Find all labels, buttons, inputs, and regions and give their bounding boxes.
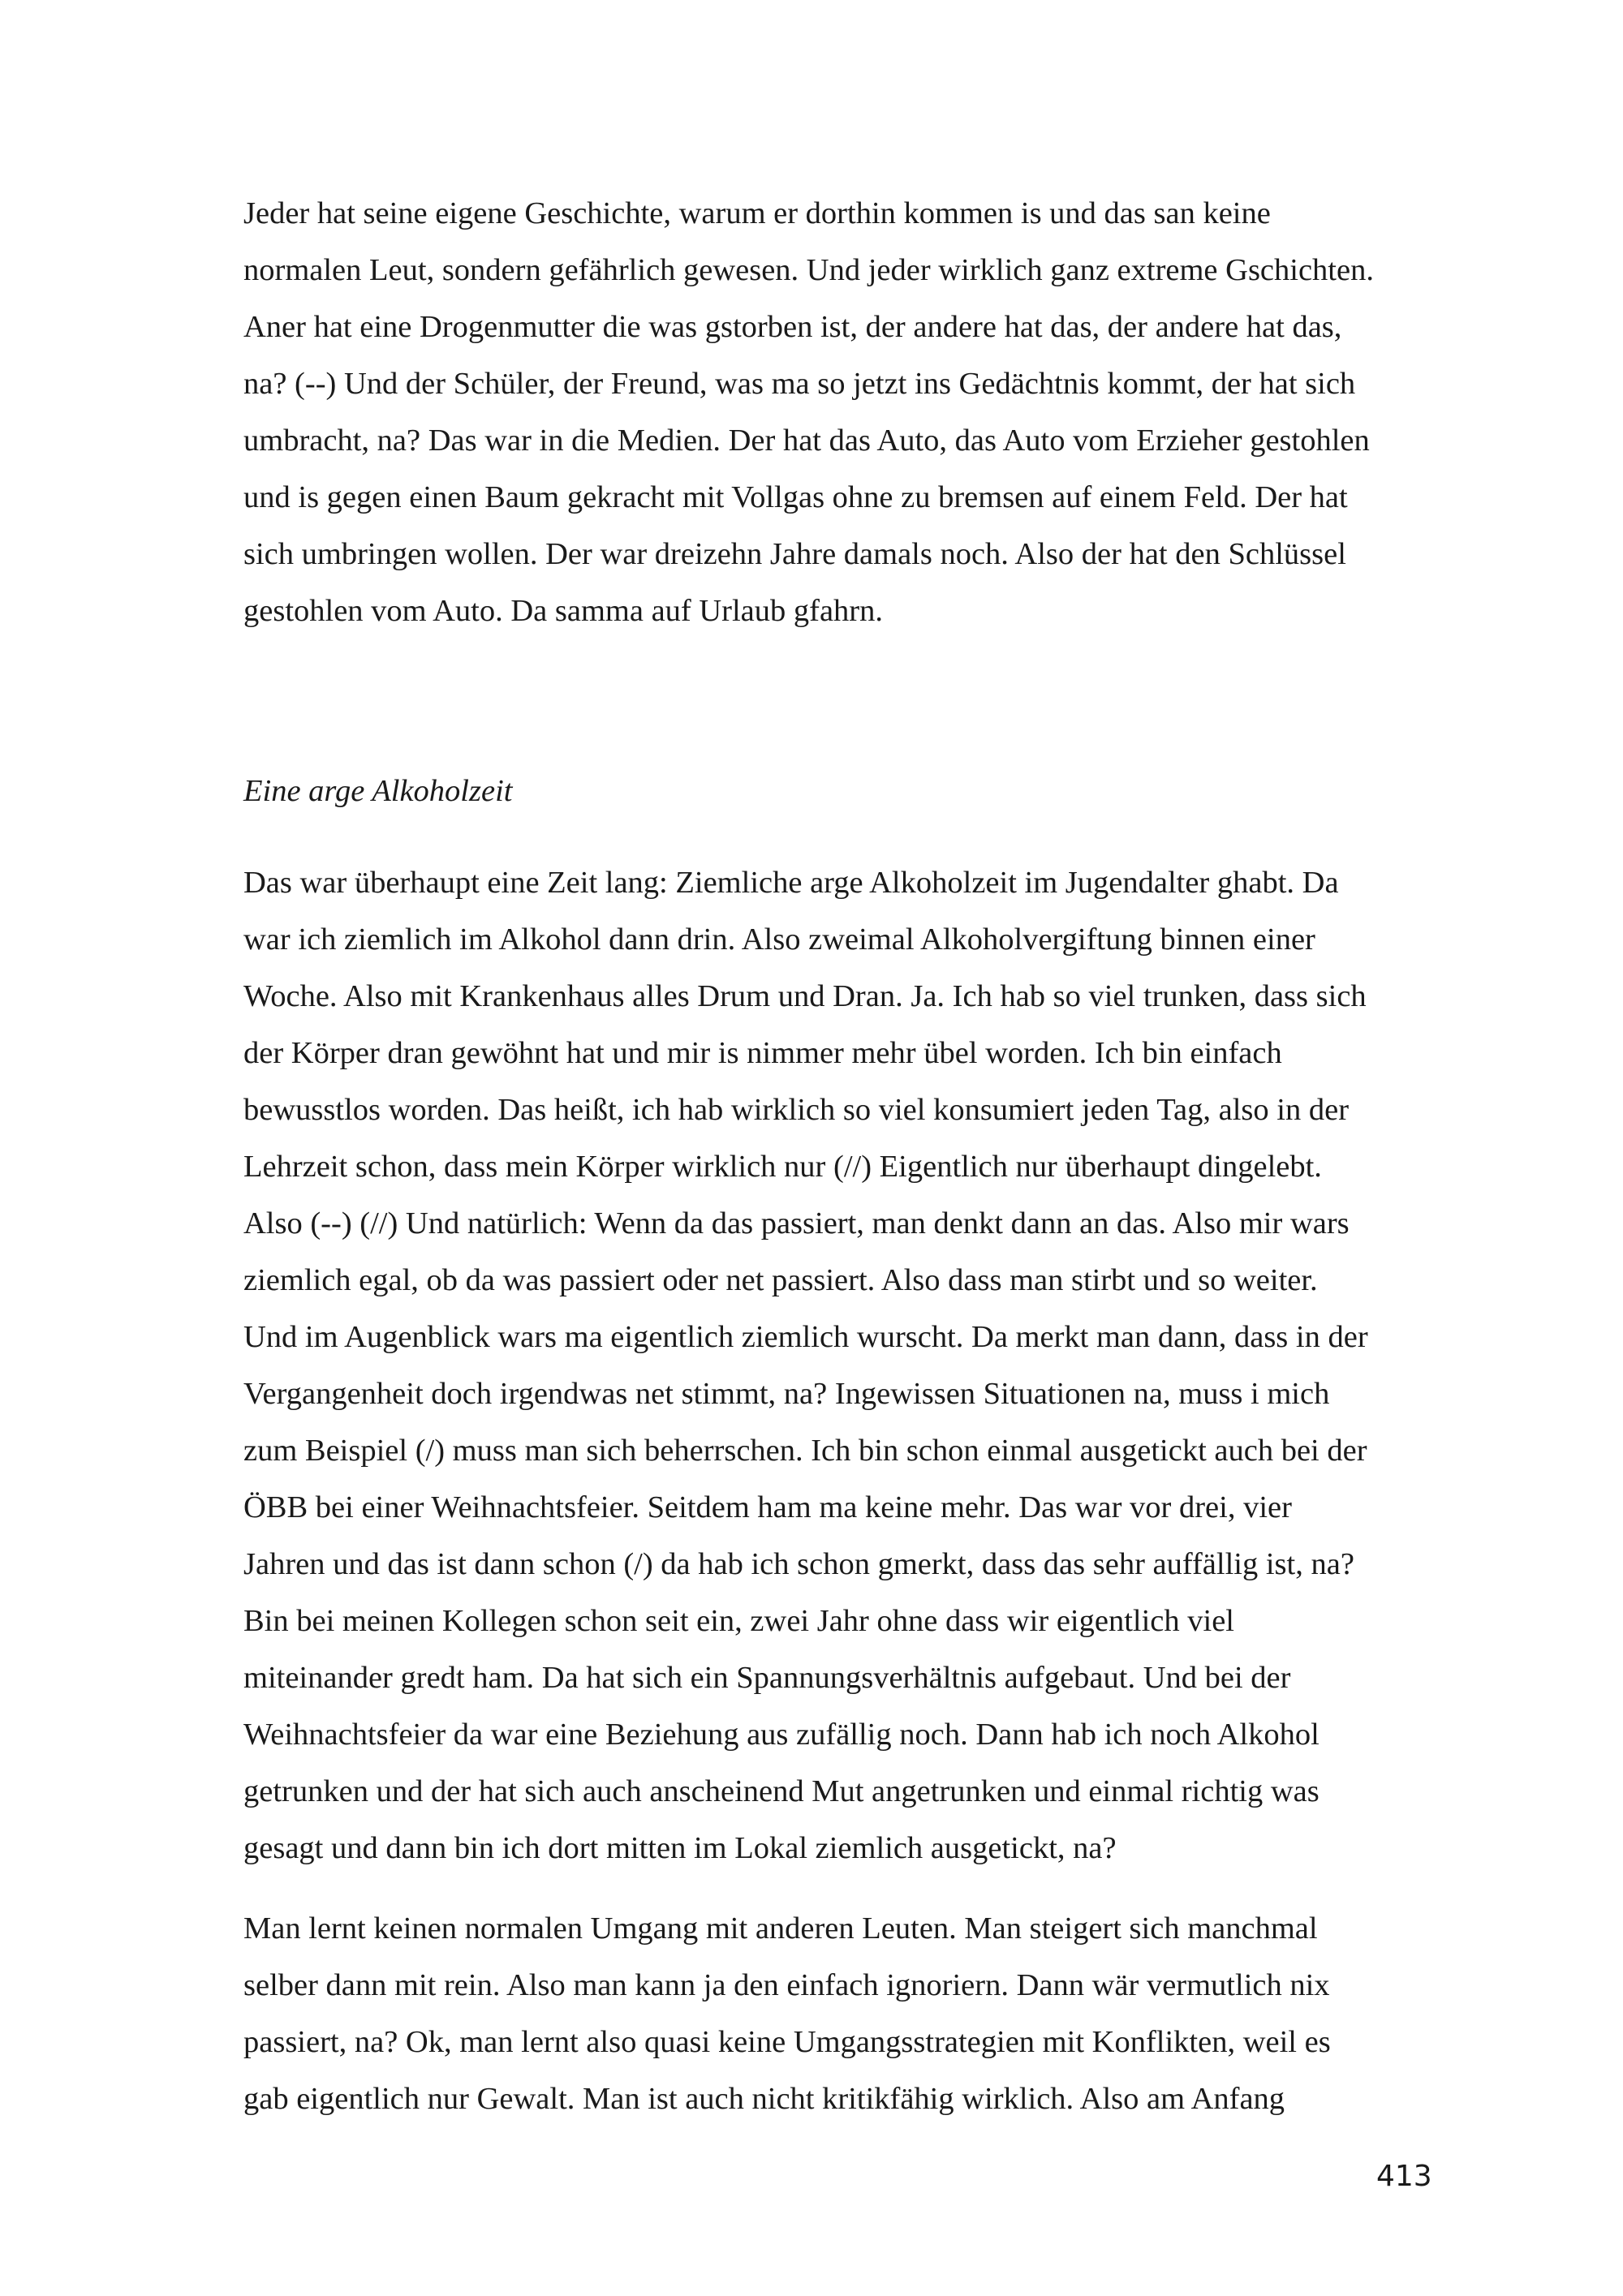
text-line: Vergangenheit doch irgendwas net stimmt, na? Ingewissen Situationen na, muss i mich — [243, 1377, 1330, 1411]
paragraph-1 — [243, 185, 1436, 639]
text-line: miteinander gredt ham. Da hat sich ein Spannungsverhältnis aufgebaut. Und bei der — [243, 1661, 1291, 1695]
text-line: gesagt und dann bin ich dort mitten im Lokal ziemlich ausgetickt, na? — [243, 1831, 1117, 1865]
text-line: Aner hat eine Drogenmutter die was gstorben ist, der andere hat das, der andere hat das, — [243, 310, 1342, 344]
text-line: Lehrzeit schon, dass mein Körper wirklich nur (//) Eigentlich nur überhaupt dingelebt. — [243, 1150, 1322, 1184]
text-line: umbracht, na? Das war in die Medien. Der hat das Auto, das Auto vom Erzieher gestohlen — [243, 424, 1370, 458]
text-line: sich umbringen wollen. Der war dreizehn Jahre damals noch. Also der hat den Schlüssel — [243, 537, 1346, 571]
text-line: Und im Augenblick wars ma eigentlich ziemlich wurscht. Da merkt man dann, dass in der — [243, 1320, 1368, 1354]
paragraph-3 — [243, 1900, 1436, 2127]
section-heading: Eine arge Alkoholzeit — [243, 774, 513, 808]
text-line: Bin bei meinen Kollegen schon seit ein, zwei Jahr ohne dass wir eigentlich viel — [243, 1604, 1234, 1638]
text-line: Das war überhaupt eine Zeit lang: Ziemliche arge Alkoholzeit im Jugendalter ghabt. Da — [243, 866, 1339, 900]
page-number: 413 — [1376, 2160, 1432, 2193]
text-line: bewusstlos worden. Das heißt, ich hab wirklich so viel konsumiert jeden Tag, also in der — [243, 1093, 1350, 1127]
text-line: normalen Leut, sondern gefährlich gewesen. Und jeder wirklich ganz extreme Gschichten. — [243, 253, 1374, 287]
text-line: Weihnachtsfeier da war eine Beziehung aus zufällig noch. Dann hab ich noch Alkohol — [243, 1718, 1319, 1752]
text-line: ziemlich egal, ob da was passiert oder net passiert. Also dass man stirbt und so weiter. — [243, 1263, 1318, 1297]
text-line: gab eigentlich nur Gewalt. Man ist auch nicht kritikfähig wirklich. Also am Anfang — [243, 2082, 1285, 2116]
text-line: getrunken und der hat sich auch anscheinend Mut angetrunken und einmal richtig was — [243, 1774, 1319, 1808]
text-line: zum Beispiel (/) muss man sich beherrschen. Ich bin schon einmal ausgetickt auch bei der — [243, 1434, 1367, 1468]
text-line: ÖBB bei einer Weihnachtsfeier. Seitdem ham ma keine mehr. Das war vor drei, vier — [243, 1490, 1292, 1524]
text-line: und is gegen einen Baum gekracht mit Vollgas ohne zu bremsen auf einem Feld. Der hat — [243, 480, 1348, 514]
text-line: na? (--) Und der Schüler, der Freund, was ma so jetzt ins Gedächtnis kommt, der hat sich — [243, 367, 1356, 401]
text-line: gestohlen vom Auto. Da samma auf Urlaub gfahrn. — [243, 594, 883, 628]
text-line: passiert, na? Ok, man lernt also quasi keine Umgangsstrategien mit Konflikten, weil es — [243, 2025, 1331, 2059]
text-line: Also (--) (//) Und natürlich: Wenn da das passiert, man denkt dann an das. Also mir wars — [243, 1206, 1350, 1240]
text-line: Man lernt keinen normalen Umgang mit anderen Leuten. Man steigert sich manchmal — [243, 1911, 1318, 1946]
text-line: war ich ziemlich im Alkohol dann drin. Also zweimal Alkoholvergiftung binnen einer — [243, 922, 1315, 957]
text-line: der Körper dran gewöhnt hat und mir is nimmer mehr übel worden. Ich bin einfach — [243, 1036, 1282, 1070]
text-line: selber dann mit rein. Also man kann ja den einfach ignoriern. Dann wär vermutlich nix — [243, 1968, 1330, 2002]
paragraph-2 — [243, 854, 1436, 1877]
text-line: Jeder hat seine eigene Geschichte, warum er dorthin kommen is und das san keine — [243, 196, 1271, 230]
text-line: Jahren und das ist dann schon (/) da hab ich schon gmerkt, dass das sehr auffällig ist, na? — [243, 1547, 1354, 1581]
text-line: Woche. Also mit Krankenhaus alles Drum und Dran. Ja. Ich hab so viel trunken, dass sich — [243, 979, 1367, 1013]
